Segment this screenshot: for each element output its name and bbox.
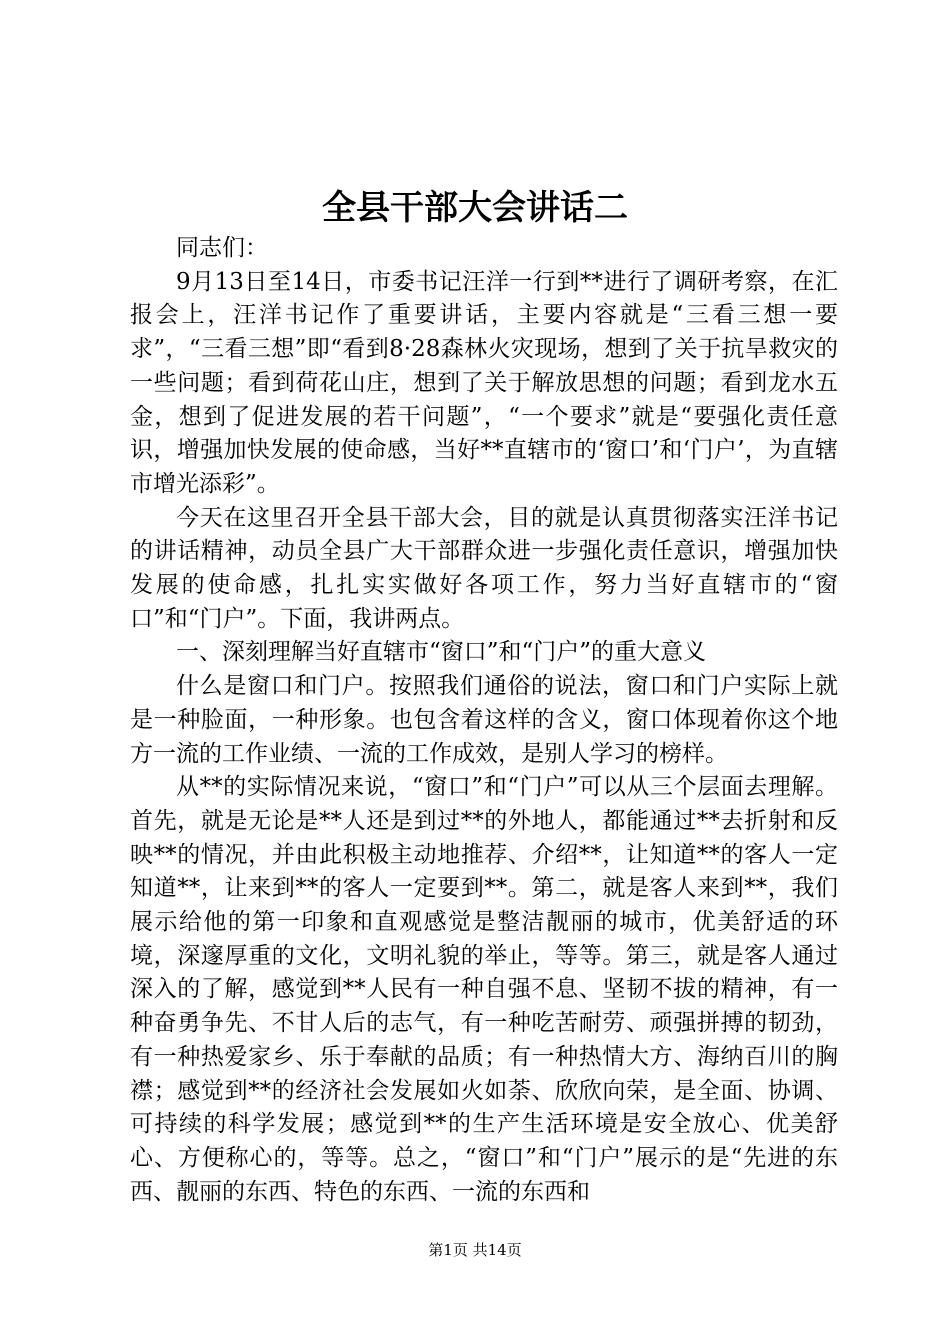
paragraph-3: 什么是窗口和门户。按照我们通俗的说法，窗口和门户实际上就是一种脸面，一种形象。也包含着这样的含义，窗口体现着你这个地方一流的工作业绩、一流的工作成效，是别人学习的榜样。 <box>130 673 838 767</box>
document-title: 全县干部大会讲话二 <box>322 188 628 228</box>
document-body <box>130 232 838 1209</box>
section-heading-1: 一、深刻理解当好直辖市“窗口”和“门户”的重大意义 <box>176 639 707 666</box>
page-footer: 第1页 共14页 <box>428 1241 522 1259</box>
paragraph-1: 9月13日至14日，市委书记汪洋一行到**进行了调研考察，在汇报会上，汪洋书记作了重要讲话，主要内容就是“三看三想一要求”，“三看三想”即“看到8·28森林火灾现场，想到了关于抗旱救灾的一些问题；看到荷花山庄，想到了关于解放思想的问题；看到龙水五金，想到了促进发展的若干问题”，“一个要求”就是“要强化责任意识，增强加快发展的使命感，当好**直辖市的‘窗口’和‘门户’，为直辖市增光添彩”。 <box>130 268 838 497</box>
salutation: 同志们： <box>176 235 268 261</box>
paragraph-2: 今天在这里召开全县干部大会，目的就是认真贯彻落实汪洋书记的讲话精神，动员全县广大干部群众进一步强化责任意识，增强加快发展的使命感，扎扎实实做好各项工作，努力当好直辖市的“窗口”和“门户”。下面，我讲两点。 <box>130 504 838 632</box>
paragraph-4: 从**的实际情况来说，“窗口”和“门户”可以从三个层面去理解。首先，就是无论是**人还是到过**的外地人，都能通过**去折射和反映**的情况，并由此积极主动地推荐、介绍**，让知道**的客人一定知道**，让来到**的客人一定要到**。第二，就是客人来到**，我们展示给他的第一印象和直观感觉是整洁靓丽的城市，优美舒适的环境，深邃厚重的文化，文明礼貌的举止，等等。第三，就是客人通过深入的了解，感觉到**人民有一种自强不息、坚韧不拔的精神，有一种奋勇争先、不甘人后的志气，有一种吃苦耐劳、顽强拼搏的韧劲，有一种热爱家乡、乐于奉献的品质；有一种热情大方、海纳百川的胸襟；感觉到**的经济社会发展如火如荼、欣欣向荣，是全面、协调、可持续的科学发展；感觉到**的生产生活环境是安全放心、优美舒心、方便称心的，等等。总之，“窗口”和“门户”展示的是“先进的东西、靓丽的东西、特色的东西、一流的东西和 <box>130 774 838 1205</box>
